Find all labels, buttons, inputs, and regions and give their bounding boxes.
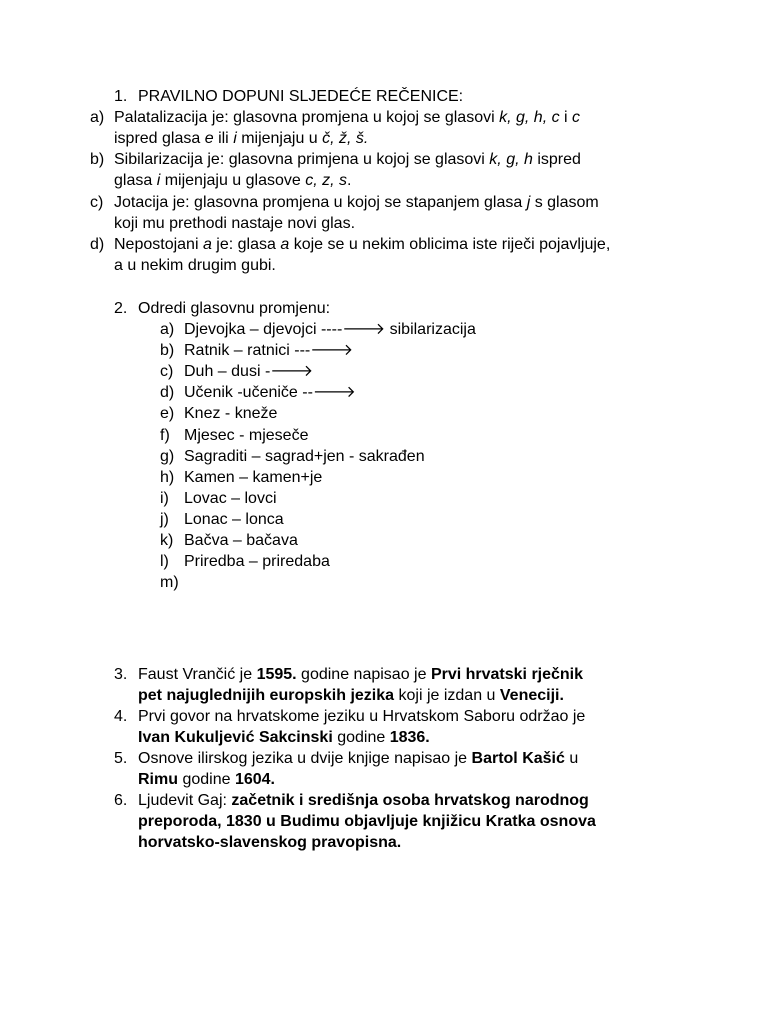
sentence-line: Sibilarizacija je: glasovna primjena u kojoj se glasovi k, g, h ispred xyxy=(114,151,581,168)
list-marker: f) xyxy=(160,427,170,444)
sentence-line: koji mu prethodi nastaje novi glas. xyxy=(114,215,356,232)
sentence-line: Ljudevit Gaj: začetnik i središnja osoba hrvatskog narodnog xyxy=(138,792,589,809)
list-item: Knez - kneže xyxy=(184,405,278,422)
section-heading: PRAVILNO DOPUNI SLJEDEĆE REČENICE: xyxy=(138,88,464,105)
section-heading: Odredi glasovnu promjenu: xyxy=(138,300,331,317)
list-marker: h) xyxy=(160,469,175,486)
sentence-line: Ivan Kukuljević Sakcinski godine 1836. xyxy=(138,729,430,746)
list-marker: m) xyxy=(160,574,179,591)
list-marker: c) xyxy=(90,194,104,211)
list-marker: k) xyxy=(160,532,174,549)
sentence-line: horvatsko-slavenskog pravopisna. xyxy=(138,834,402,851)
item-number: 5. xyxy=(114,750,128,767)
item-number: 4. xyxy=(114,708,128,725)
item-number: 1. xyxy=(114,88,128,105)
list-marker: j) xyxy=(160,511,169,528)
sentence-line: ispred glasa e ili i mijenjaju u č, ž, š. xyxy=(114,130,369,147)
list-item: Priredba – priredaba xyxy=(184,553,330,570)
list-marker: e) xyxy=(160,405,175,422)
list-marker: a) xyxy=(160,321,175,338)
list-marker: d) xyxy=(160,384,175,401)
item-number: 2. xyxy=(114,300,128,317)
list-item: Lonac – lonca xyxy=(184,511,284,528)
list-marker: i) xyxy=(160,490,169,507)
list-item: Djevojka – djevojci ----🡒 sibilarizacija xyxy=(184,321,476,338)
sentence-line: Jotacija je: glasovna promjena u kojoj se stapanjem glasa j s glasom xyxy=(114,194,599,211)
list-item: Lovac – lovci xyxy=(184,490,277,507)
list-marker: l) xyxy=(160,553,169,570)
sentence-line: Palatalizacija je: glasovna promjena u kojoj se glasovi k, g, h, c i c xyxy=(114,109,581,126)
list-item: Sagraditi – sagrad+jen - sakrađen xyxy=(184,448,425,465)
sentence-line: preporoda, 1830 u Budimu objavljuje knjižicu Kratka osnova xyxy=(138,813,596,830)
list-item: Učenik -učeniče --🡒 xyxy=(184,384,356,401)
sentence-line: Faust Vrančić je 1595. godine napisao je Prvi hrvatski rječnik xyxy=(138,666,584,683)
sentence-line: Osnove ilirskog jezika u dvije knjige napisao je Bartol Kašić u xyxy=(138,750,579,767)
sentence-line: pet najuglednijih europskih jezika koji je izdan u Veneciji. xyxy=(138,687,564,704)
list-item: Kamen – kamen+je xyxy=(184,469,323,486)
list-marker: a) xyxy=(90,109,105,126)
list-item: Bačva – bačava xyxy=(184,532,298,549)
list-marker: g) xyxy=(160,448,175,465)
list-marker: b) xyxy=(90,151,105,168)
list-item: Ratnik – ratnici ---🡒 xyxy=(184,342,354,359)
list-marker: d) xyxy=(90,236,105,253)
sentence-line: Rimu godine 1604. xyxy=(138,771,275,788)
sentence-line: a u nekim drugim gubi. xyxy=(114,257,276,274)
sentence-line: Prvi govor na hrvatskome jeziku u Hrvatskom Saboru održao je xyxy=(138,708,586,725)
sentence-line: Nepostojani a je: glasa a koje se u nekim oblicima iste riječi pojavljuje, xyxy=(114,236,611,253)
item-number: 6. xyxy=(114,792,128,809)
list-item: Mjesec - mjeseče xyxy=(184,427,309,444)
sentence-line: glasa i mijenjaju u glasove c, z, s. xyxy=(114,172,352,189)
list-item: Duh – dusi -🡒 xyxy=(184,363,314,380)
list-marker: b) xyxy=(160,342,175,359)
list-marker: c) xyxy=(160,363,174,380)
item-number: 3. xyxy=(114,666,128,683)
